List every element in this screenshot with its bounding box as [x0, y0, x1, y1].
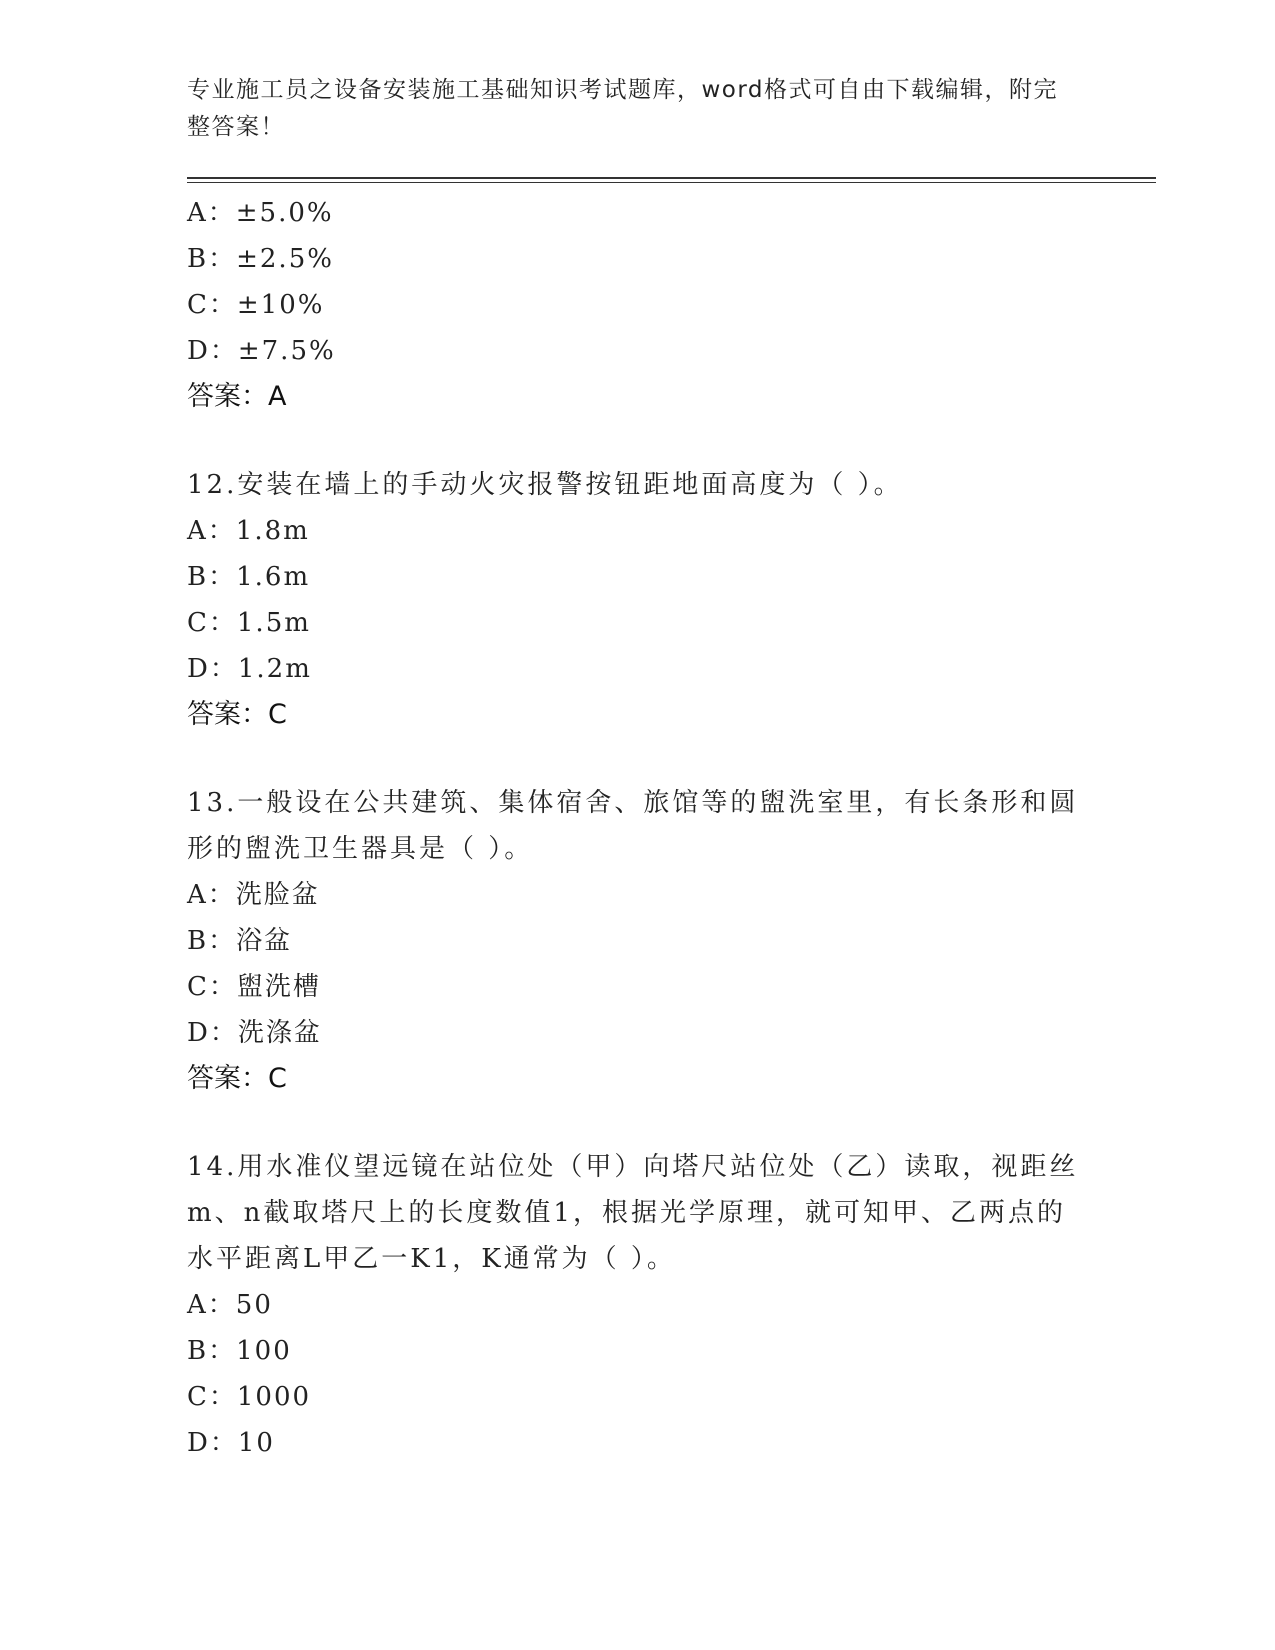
header-divider-thin [187, 182, 1156, 183]
option-b: B：100 [187, 1336, 292, 1366]
option-c: C：1.5m [187, 608, 311, 638]
question-12 [187, 462, 1087, 738]
answer-line: 答案：A [187, 381, 287, 412]
header-line-2: 整答案！ [187, 114, 285, 140]
option-d: D：1.2m [187, 654, 312, 684]
stem-line: 14.用水准仪望远镜在站位处（甲）向塔尺站位处（乙）读取，视距丝 [187, 1152, 1079, 1182]
question-11 [187, 190, 1087, 420]
stem-line: 12.安装在墙上的手动火灾报警按钮距地面高度为（ ）。 [187, 470, 903, 500]
header-divider-thick [187, 177, 1156, 179]
stem-line: m、n截取塔尺上的长度数值1，根据光学原理，就可知甲、乙两点的 [187, 1198, 1066, 1228]
question-stem [187, 1144, 1087, 1282]
option-c: C：1000 [187, 1382, 312, 1412]
option-b: B：1.6m [187, 562, 311, 592]
question-13 [187, 780, 1087, 1102]
question-14 [187, 1144, 1087, 1466]
option-d: D：洗涤盆 [187, 1018, 322, 1048]
answer-line: 答案：C [187, 699, 287, 730]
question-list [187, 190, 1087, 1466]
stem-line: 13.一般设在公共建筑、集体宿舍、旅馆等的盥洗室里，有长条形和圆 [187, 788, 1079, 818]
option-d: D：±7.5% [187, 336, 336, 366]
question-stem [187, 780, 1087, 872]
option-c: C：盥洗槽 [187, 972, 321, 1002]
document-header [187, 72, 1067, 146]
option-a: A：±5.0% [187, 198, 334, 228]
option-a: A：洗脸盆 [187, 880, 320, 910]
answer-line: 答案：C [187, 1063, 287, 1094]
question-stem [187, 462, 1087, 508]
option-b: B：±2.5% [187, 244, 334, 274]
option-c: C：±10% [187, 290, 325, 320]
option-a: A：1.8m [187, 516, 310, 546]
option-a: A：50 [187, 1290, 273, 1320]
stem-line: 水平距离L甲乙一K1，K通常为（ ）。 [187, 1244, 676, 1274]
stem-line: 形的盥洗卫生器具是（ ）。 [187, 834, 534, 864]
header-line-1: 专业施工员之设备安装施工基础知识考试题库，word格式可自由下载编辑，附完 [187, 77, 1059, 103]
option-d: D：10 [187, 1428, 275, 1458]
option-b: B：浴盆 [187, 926, 293, 956]
